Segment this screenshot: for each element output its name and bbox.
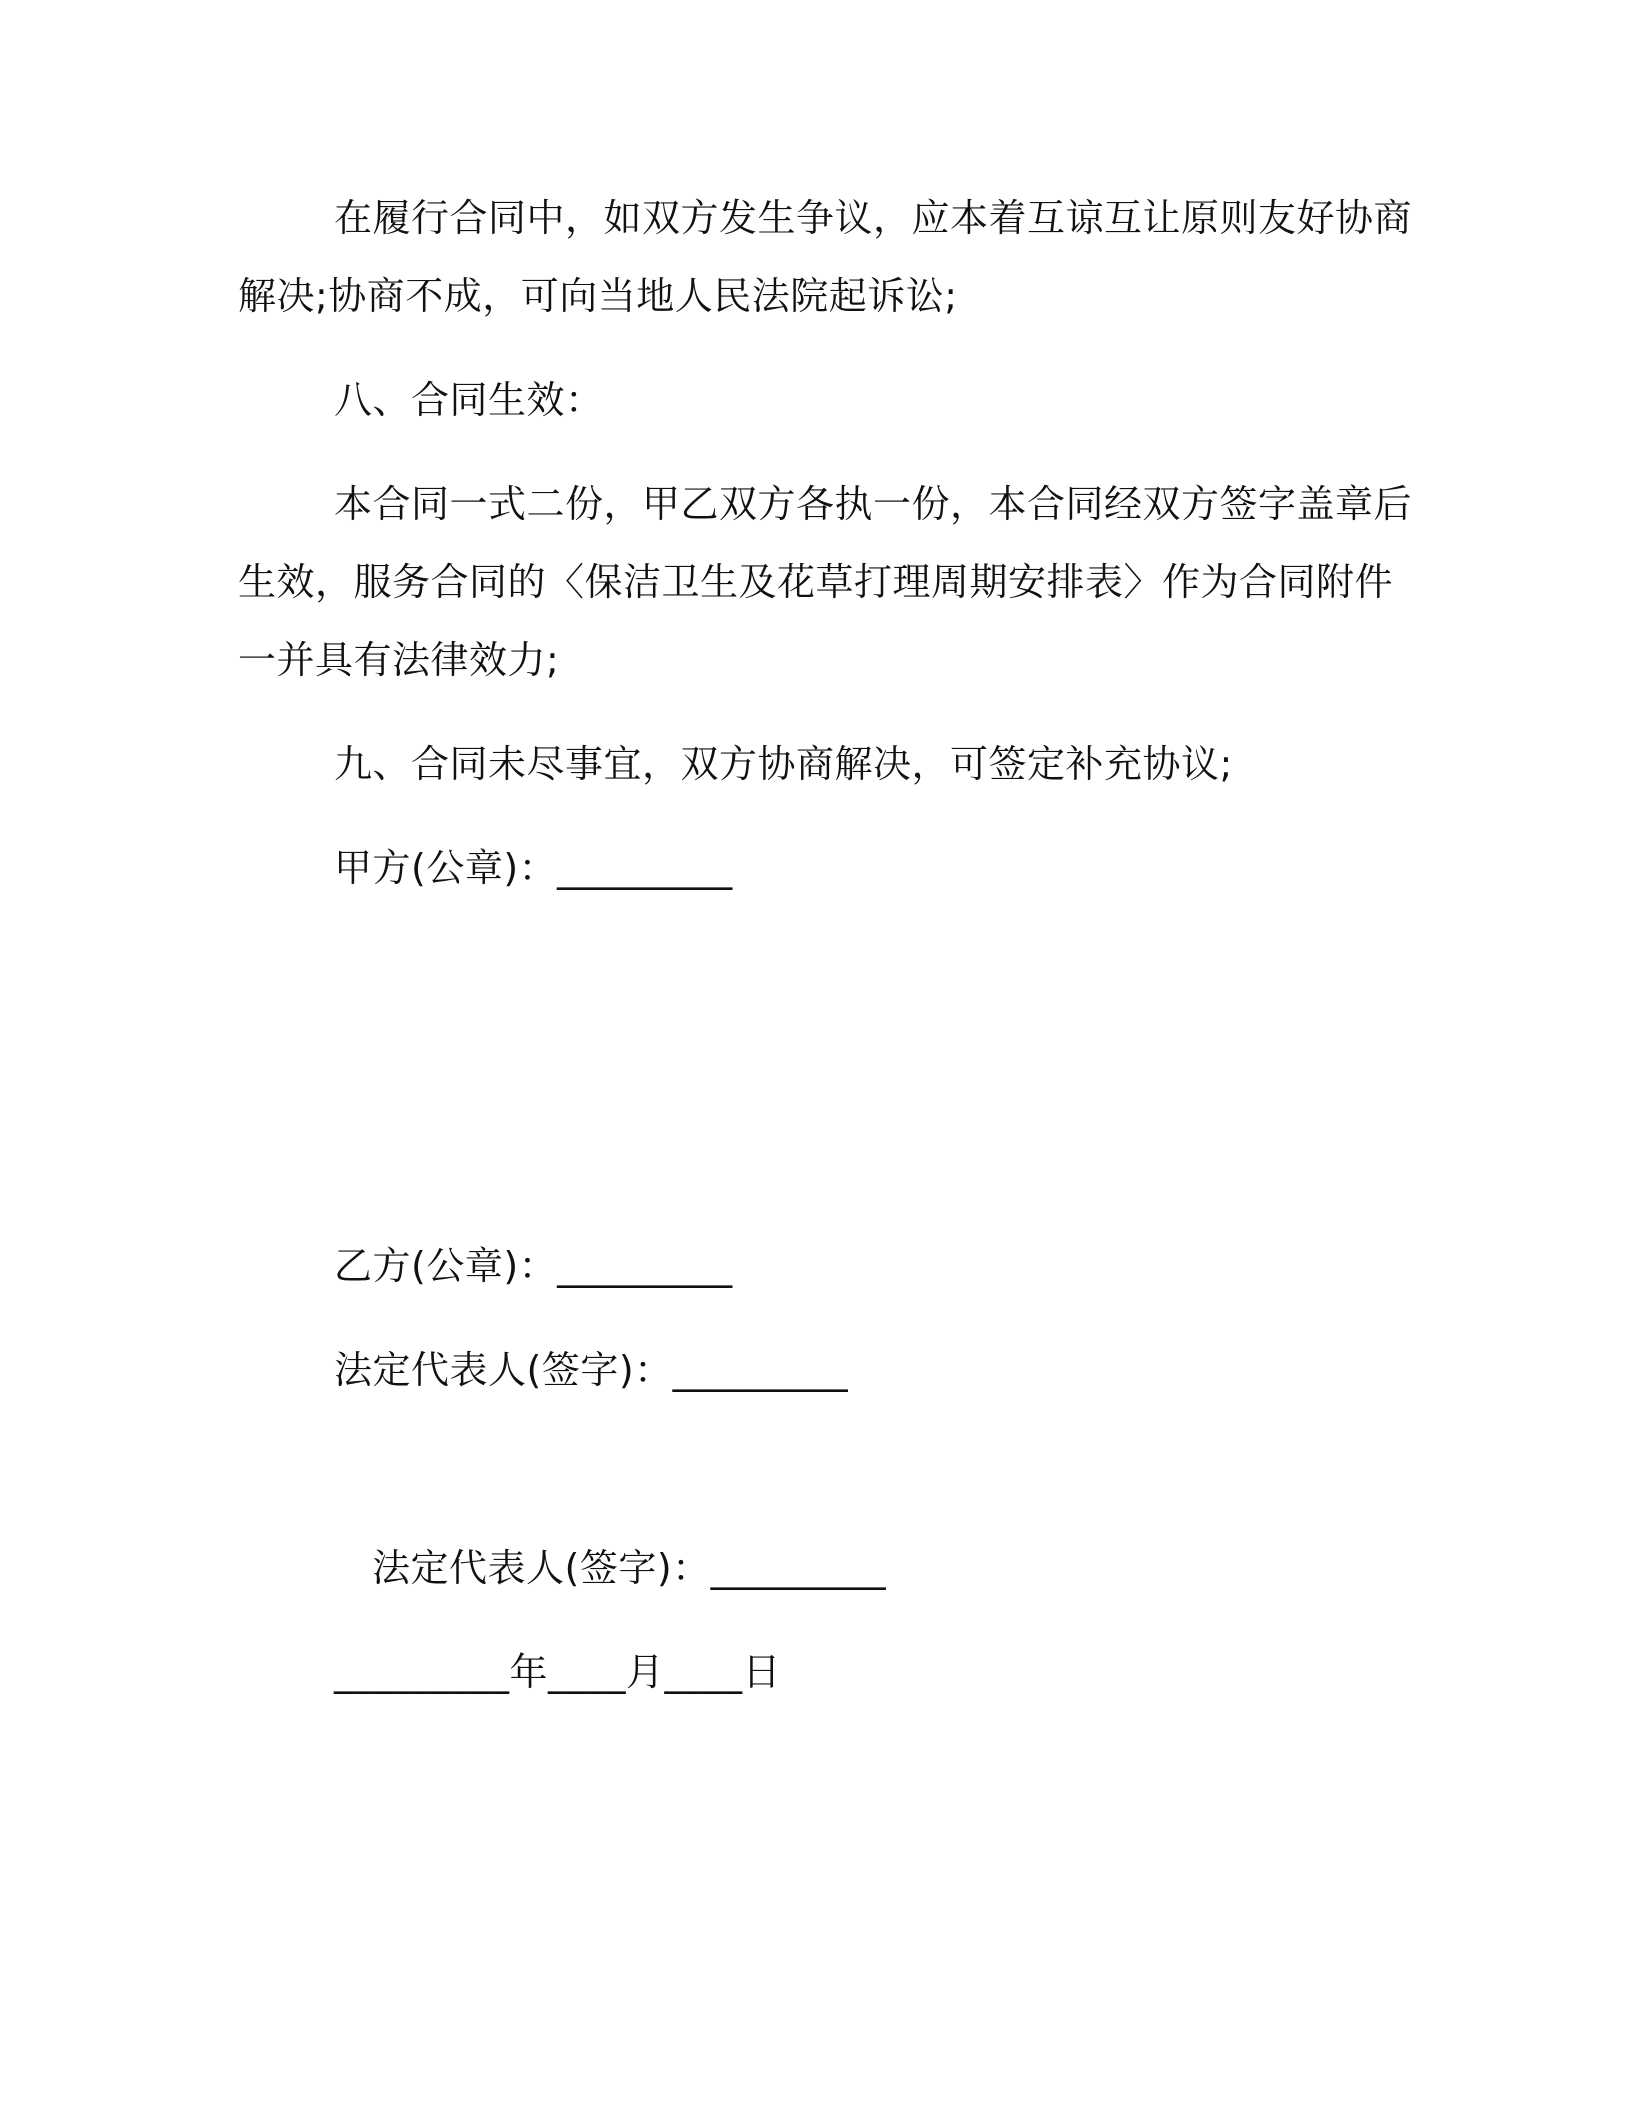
effect-paragraph-line-1: 本合同一式二份，甲乙双方各执一份，本合同经双方签字盖章后: [334, 482, 1413, 526]
section-nine: 九、合同未尽事宜，双方协商解决，可签定补充协议;: [334, 742, 1233, 786]
dispute-paragraph-line-2: 解决;协商不成，可向当地人民法院起诉讼;: [238, 274, 958, 318]
effect-paragraph-line-2: 生效，服务合同的〈保洁卫生及花草打理周期安排表〉作为合同附件: [238, 560, 1394, 604]
dispute-paragraph-line-1: 在履行合同中，如双方发生争议，应本着互谅互让原则友好协商: [334, 196, 1413, 240]
legal-representative-signature-2: 法定代表人(签字)：_________: [372, 1546, 887, 1590]
legal-representative-signature-1: 法定代表人(签字)：_________: [334, 1348, 849, 1392]
section-eight-title: 八、合同生效：: [334, 378, 604, 422]
party-a-seal-line: 甲方(公章)：_________: [334, 846, 733, 890]
effect-paragraph-line-3: 一并具有法律效力;: [238, 638, 560, 682]
party-b-seal-line: 乙方(公章)：_________: [334, 1244, 733, 1288]
date-line: _________年____月____日: [334, 1650, 782, 1694]
